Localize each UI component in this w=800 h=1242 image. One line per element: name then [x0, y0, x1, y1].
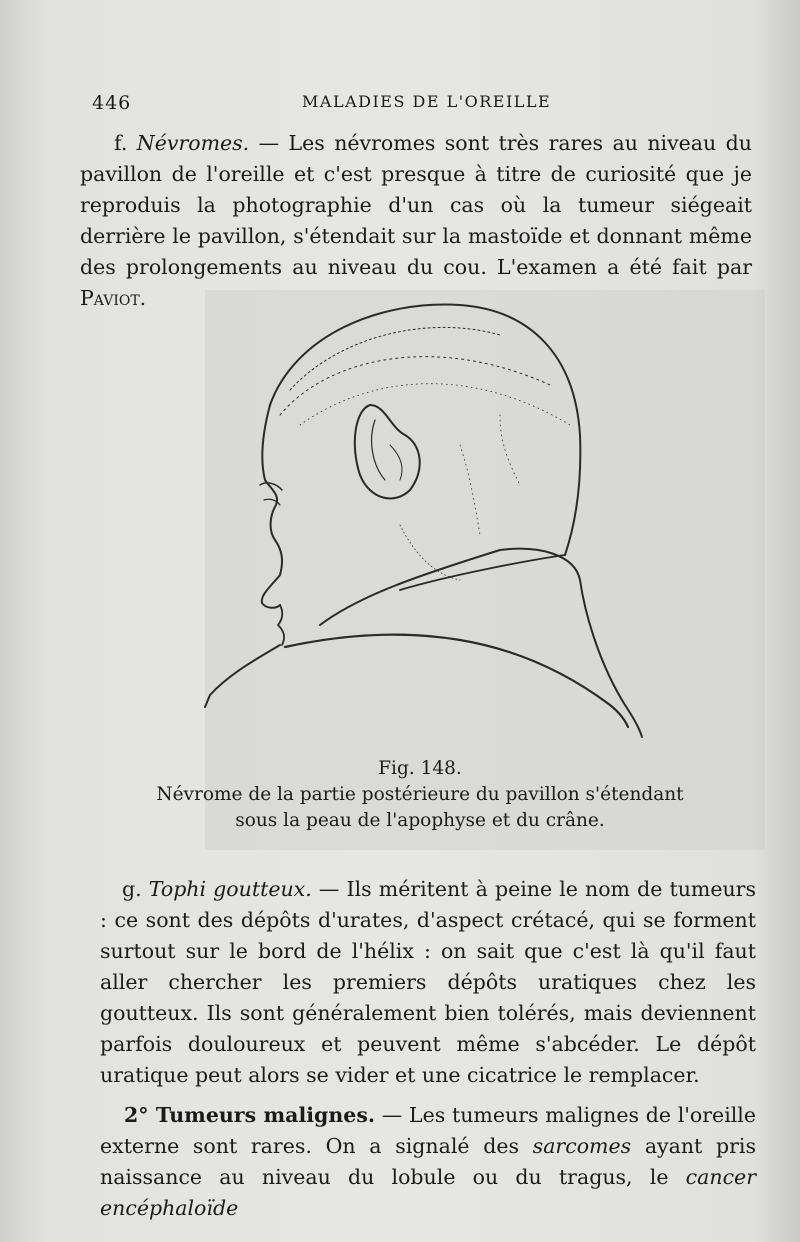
page-header: [92, 92, 732, 116]
running-head: MALADIES DE L'OREILLE: [302, 92, 552, 111]
section-heading: 2° Tumeurs malignes.: [124, 1103, 375, 1127]
section-title: Névromes.: [136, 131, 250, 155]
term-cancer: cancer encéphaloïde: [100, 1165, 756, 1220]
paragraph-text-2: ayant pris naissance au niveau du lobule ou du tragus, le: [100, 1134, 756, 1189]
paragraph-tophi: [100, 874, 756, 1091]
section-letter: f.: [114, 131, 128, 155]
section-letter: g.: [122, 877, 142, 901]
section-title: Tophi goutteux.: [148, 877, 312, 901]
paragraph-text: — Les névromes sont très rares au niveau du pavillon de l'oreille et c'est presque à titre de curiosité que je reproduis la photographie d'un cas où la tumeur siégeait derrière le pavillon, s'étendait sur la mastoïde et donnant même des prolongements au niveau du cou. L'examen a été fait par: [80, 131, 752, 279]
term-sarcomes: sarcomes: [532, 1134, 632, 1158]
author-name: Paviot.: [80, 286, 147, 310]
paragraph-nevromes: [80, 128, 752, 314]
page-number: 446: [92, 92, 132, 114]
caption-line-2: sous la peau de l'apophyse et du crâne.: [235, 810, 605, 831]
paragraph-text: — Ils méritent à peine le nom de tumeurs : ce sont des dépôts d'urates, d'aspect crétacé, qui se forment surtout sur le bord de l'hélix : on sait que c'est là qu'il faut aller chercher les premiers dépôts uratiques chez les goutteux. Ils sont généralement bien tolérés, mais deviennent parfois douloureux et peuvent même s'abcéder. Le dépôt uratique peut alors se vider et une cicatrice le remplacer.: [100, 877, 756, 1087]
figure-label: Fig. 148.: [378, 758, 462, 779]
paragraph-text: — Les tumeurs malignes de l'oreille externe sont rares. On a signalé des: [100, 1103, 756, 1158]
paragraph-tumeurs-malignes: [100, 1100, 756, 1224]
figure-caption: [120, 756, 720, 834]
engraving-illustration: [200, 295, 650, 755]
caption-line-1: Névrome de la partie postérieure du pavillon s'étendant: [156, 784, 684, 805]
